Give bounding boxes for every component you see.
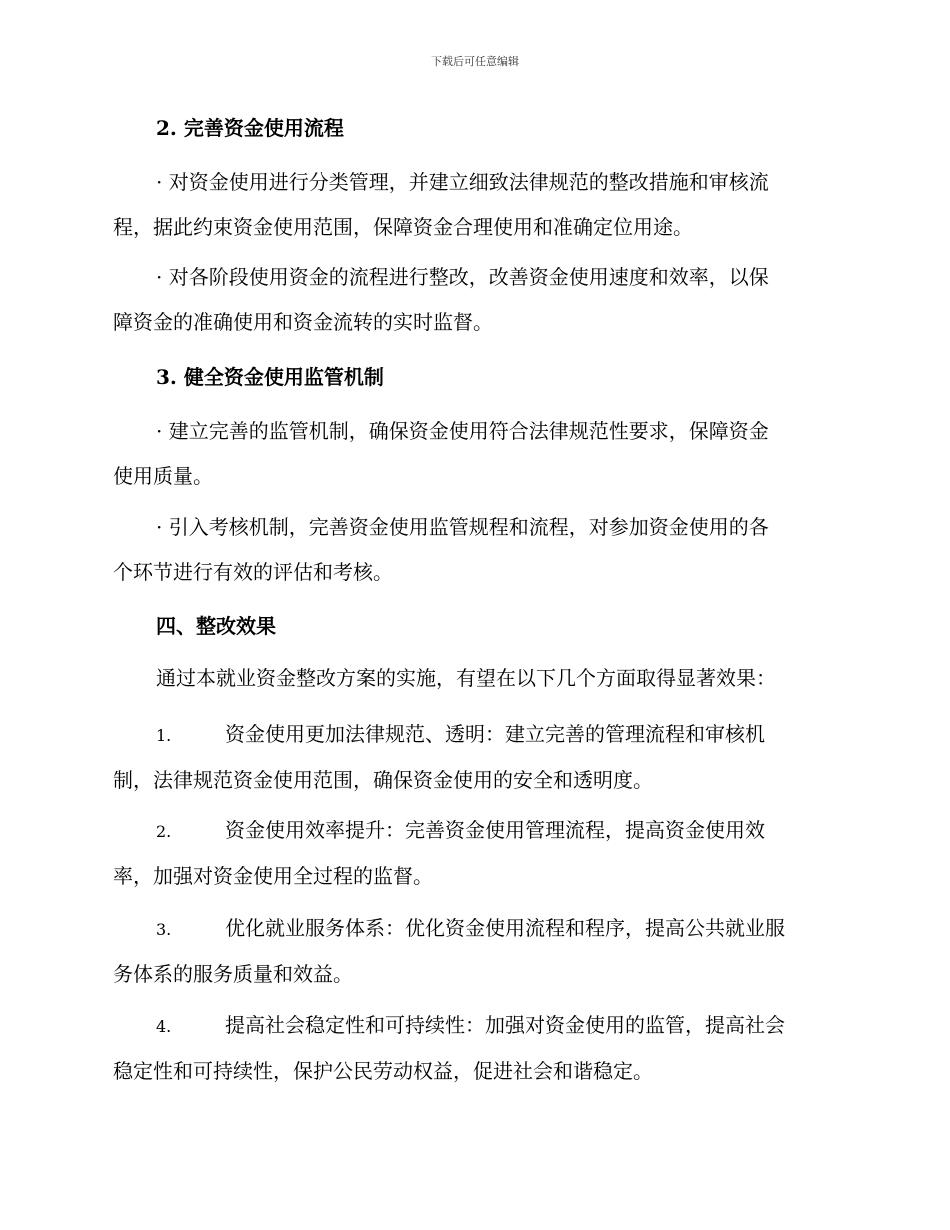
list-item-2	[113, 808, 838, 899]
list-item-first-line	[113, 906, 838, 952]
paragraph-line: 障资金的准确使用和资金流转的实时监督。	[113, 310, 493, 334]
list-item-text: 优化就业服务体系：优化资金使用流程和程序，提高公共就业服	[225, 916, 785, 940]
paragraph-line: 务体系的服务质量和效益。	[113, 962, 353, 986]
paragraph-s2-2	[113, 255, 838, 345]
paragraph-line: 制，法律规范资金使用范围，确保资金使用的安全和透明度。	[113, 768, 653, 792]
section-heading-2: 2. 完善资金使用流程	[156, 116, 344, 140]
paragraph-line: · 对资金使用进行分类管理，并建立细致法律规范的整改措施和审核流	[156, 170, 769, 194]
page-header: 下载后可任意编辑	[431, 55, 519, 68]
paragraph-line: 稳定性和可持续性，保护公民劳动权益，促进社会和谐稳定。	[113, 1059, 653, 1083]
list-number: 1.	[156, 726, 172, 745]
paragraph-s3-1	[113, 409, 838, 499]
list-item-3	[113, 906, 838, 997]
list-number: 2.	[156, 822, 172, 841]
list-item-first-line	[113, 808, 838, 854]
paragraph-line: · 对各阶段使用资金的流程进行整改，改善资金使用速度和效率，以保	[156, 265, 769, 289]
paragraph-line: 程，据此约束资金使用范围，保障资金合理使用和准确定位用途。	[113, 215, 693, 239]
list-item-1	[113, 712, 838, 803]
list-number: 3.	[156, 920, 172, 939]
section-heading-3: 3. 健全资金使用监管机制	[156, 365, 384, 389]
list-item-4	[113, 1003, 838, 1094]
paragraph-line: 使用质量。	[113, 464, 213, 488]
paragraph-s4-intro	[113, 656, 838, 701]
list-item-first-line	[113, 712, 838, 758]
list-item-text: 资金使用更加法律规范、透明：建立完善的管理流程和审核机	[225, 722, 765, 746]
paragraph-line: · 建立完善的监管机制，确保资金使用符合法律规范性要求，保障资金	[156, 419, 769, 443]
list-item-first-line	[113, 1003, 838, 1049]
paragraph-line: 个环节进行有效的评估和考核。	[113, 560, 393, 584]
list-item-text: 提高社会稳定性和可持续性：加强对资金使用的监管，提高社会	[225, 1013, 785, 1037]
paragraph-line: 率，加强对资金使用全过程的监督。	[113, 864, 433, 888]
paragraph-s2-1	[113, 160, 838, 250]
paragraph-line: · 引入考核机制，完善资金使用监管规程和流程，对参加资金使用的各	[156, 515, 769, 539]
section-heading-4: 四、整改效果	[156, 614, 276, 638]
paragraph-s3-2	[113, 505, 838, 595]
paragraph-line: 通过本就业资金整改方案的实施，有望在以下几个方面取得显著效果：	[156, 666, 776, 690]
list-item-text: 资金使用效率提升：完善资金使用管理流程，提高资金使用效	[225, 818, 765, 842]
list-number: 4.	[156, 1017, 172, 1036]
